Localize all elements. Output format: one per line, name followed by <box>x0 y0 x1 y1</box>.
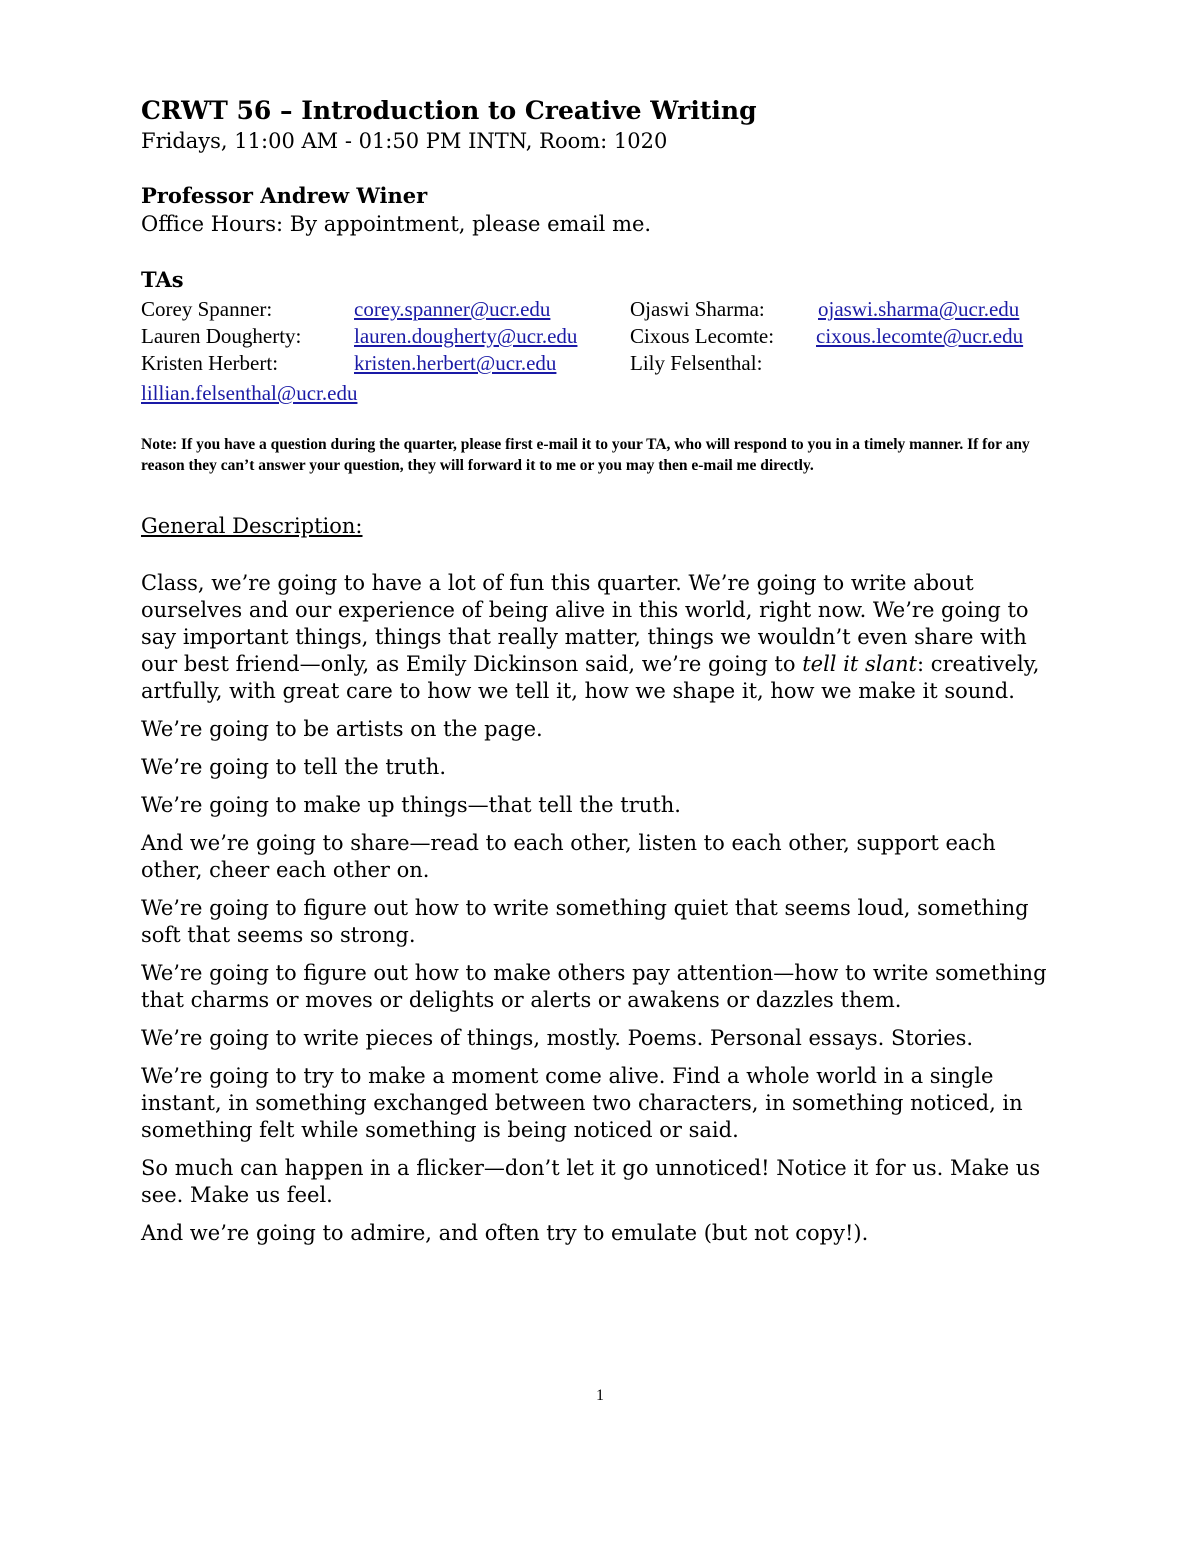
ta-email-link[interactable]: cixous.lecomte@ucr.edu <box>816 324 1024 348</box>
paragraph: We’re going to write pieces of things, mostly. Poems. Personal essays. Stories. <box>141 1026 974 1050</box>
paragraph: We’re going to make up things—that tell the truth. <box>141 793 681 817</box>
paragraph: We’re going to try to make a moment come alive. Find a whole world in a single instant, in something exchanged between two characters, in something noticed, in something felt while something is being noticed or said. <box>141 1064 1023 1142</box>
ta-email-link[interactable]: lillian.felsenthal@ucr.edu <box>141 381 358 405</box>
office-hours: Office Hours: By appointment, please email me. <box>141 212 652 236</box>
ta-email-link[interactable]: lauren.dougherty@ucr.edu <box>354 324 578 348</box>
course-schedule: Fridays, 11:00 AM - 01:50 PM INTN, Room: 1020 <box>141 129 668 153</box>
professor-name: Professor Andrew Winer <box>141 183 428 208</box>
section-heading: General Description: <box>141 514 363 538</box>
emphasis-text: tell it slant <box>802 652 917 676</box>
paragraph: And we’re going to admire, and often try to emulate (but not copy!). <box>141 1221 869 1245</box>
paragraph: And we’re going to share—read to each other, listen to each other, support each other, cheer each other on. <box>141 831 996 882</box>
ta-email-link[interactable]: corey.spanner@ucr.edu <box>354 297 551 321</box>
paragraph: So much can happen in a flicker—don’t let it go unnoticed! Notice it for us. Make us see. Make us feel. <box>141 1156 1041 1207</box>
ta-email-link[interactable]: kristen.herbert@ucr.edu <box>354 351 557 375</box>
ta-name: Lauren Dougherty: <box>141 324 302 348</box>
ta-name: Corey Spanner: <box>141 297 273 321</box>
ta-name: Kristen Herbert: <box>141 351 279 375</box>
general-description-body <box>141 570 1061 1258</box>
ta-email-link[interactable]: ojaswi.sharma@ucr.edu <box>818 297 1020 321</box>
tas-heading: TAs <box>141 267 184 292</box>
paragraph: Class, we’re going to have a lot of fun this quarter. We’re going to write about ourselves and our experience of being alive in this world, right now. We’re going to say important things, things that really matter, things we wouldn’t even share with our best friend—only, as Emily Dickinson said, we’re going to tell it slant: creatively, artfully, with great care to how we tell it, how we shape it, how we make it sound. <box>141 571 1040 703</box>
ta-name: Lily Felsenthal: <box>630 351 763 375</box>
paragraph: We’re going to figure out how to make others pay attention—how to write something that charms or moves or delights or alerts or awakens or dazzles them. <box>141 961 1047 1012</box>
note-paragraph: Note: If you have a question during the quarter, please first e-mail it to your TA, who will respond to you in a timely manner. If for any reason they can’t answer your question, they will forward it to me or you may then e-mail me directly. <box>141 436 1030 474</box>
course-title: CRWT 56 – Introduction to Creative Writing <box>141 96 757 125</box>
ta-name: Ojaswi Sharma: <box>630 297 765 321</box>
paragraph: We’re going to be artists on the page. <box>141 717 543 741</box>
ta-name: Cixous Lecomte: <box>630 324 775 348</box>
paragraph: We’re going to tell the truth. <box>141 755 447 779</box>
paragraph: We’re going to figure out how to write something quiet that seems loud, something soft that seems so strong. <box>141 896 1029 947</box>
page-number: 1 <box>596 1387 604 1404</box>
